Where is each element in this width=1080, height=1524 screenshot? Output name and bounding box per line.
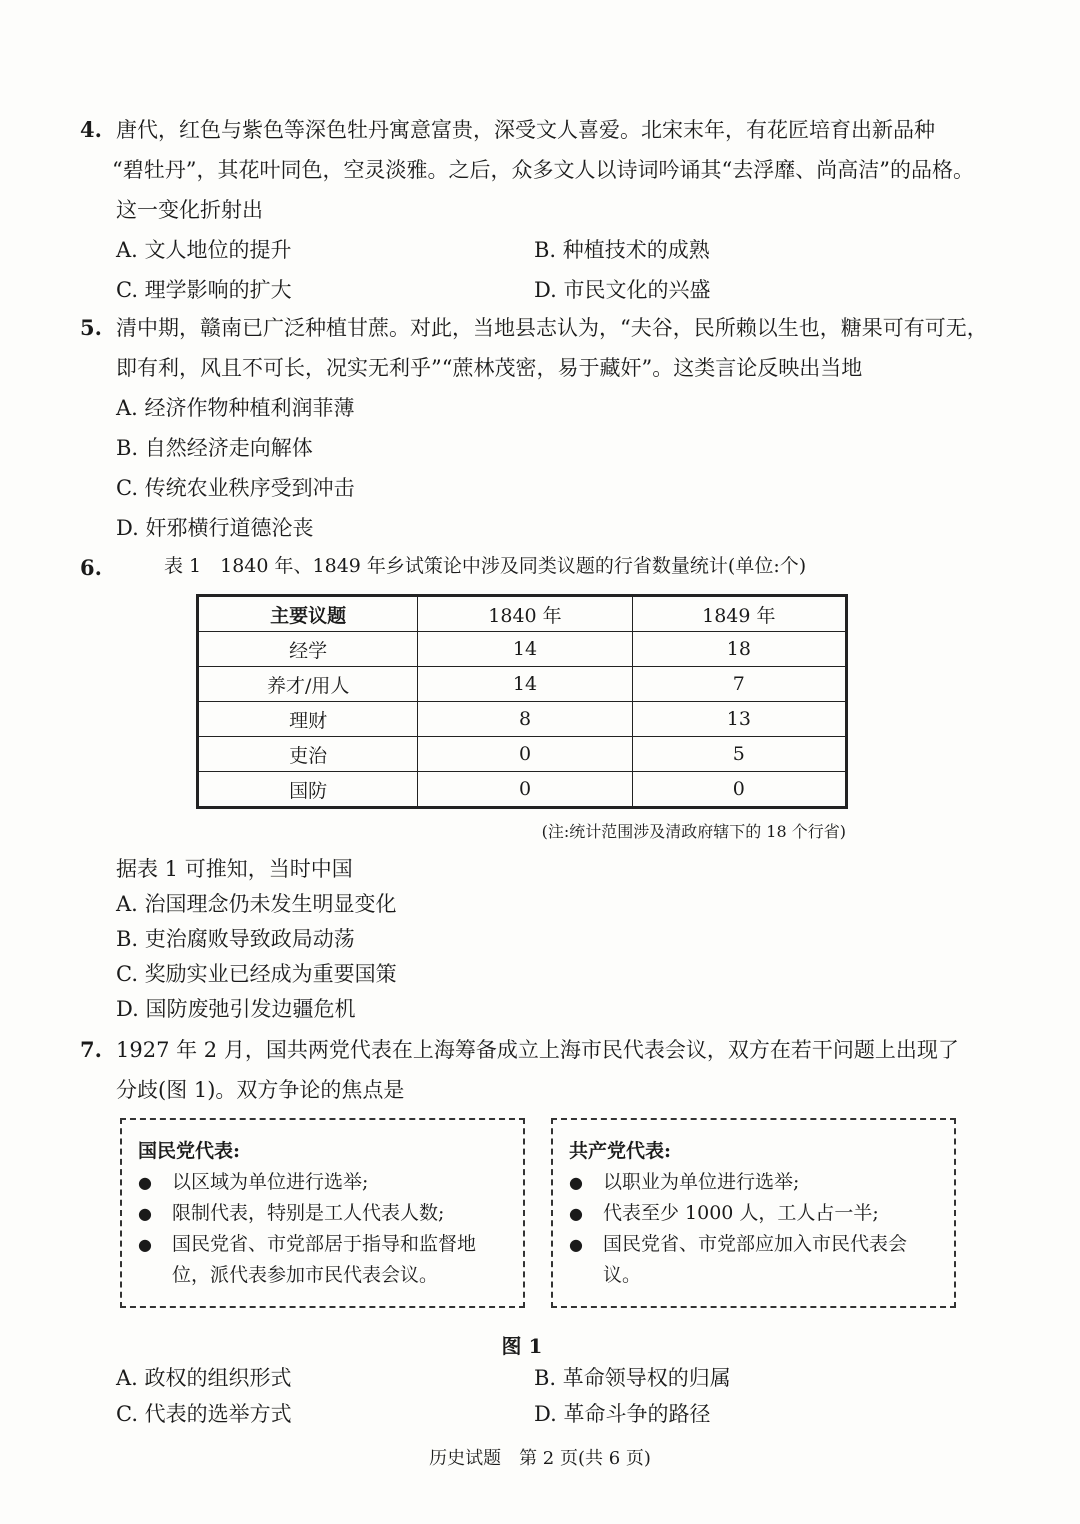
table-row xyxy=(198,632,847,667)
box-title: 共产党代表: xyxy=(569,1140,672,1162)
option-c[interactable]: C. 理学影响的扩大 xyxy=(116,278,292,302)
question-stem xyxy=(116,308,988,388)
option-d[interactable]: D. 市民文化的兴盛 xyxy=(534,278,711,302)
options xyxy=(116,1360,980,1432)
bullet-icon: ● xyxy=(138,1173,152,1192)
box-title: 国民党代表: xyxy=(138,1140,241,1162)
option-c[interactable]: C. 传统农业秩序受到冲击 xyxy=(116,476,355,500)
option-d[interactable]: D. 奸邪横行道德沦丧 xyxy=(116,516,314,540)
stem-line: 清中期，赣南已广泛种植甘蔗。对此，当地县志认为，“夫谷，民所赖以生也，糖果可有可无， xyxy=(116,316,988,340)
option-c[interactable]: C. 奖励实业已经成为重要国策 xyxy=(116,962,397,986)
options xyxy=(116,230,980,310)
option-b[interactable]: B. 吏治腐败导致政局动荡 xyxy=(116,927,355,951)
question-number: 7. xyxy=(80,1037,102,1062)
bullet-icon: ● xyxy=(569,1204,583,1223)
table-row xyxy=(198,737,847,772)
table-cell: 8 xyxy=(418,702,632,737)
option-d[interactable]: D. 革命斗争的路径 xyxy=(534,1402,711,1426)
table-cell: 14 xyxy=(418,632,632,667)
bullet-icon: ● xyxy=(138,1204,152,1223)
table-cell: 18 xyxy=(632,632,846,667)
page-footer: 历史试题 第 2 页(共 6 页) xyxy=(429,1448,651,1469)
option-a[interactable]: A. 政权的组织形式 xyxy=(116,1366,292,1390)
question-prompt: 据表 1 可推知，当时中国 xyxy=(116,857,353,881)
stem-line: 1927 年 2 月，国共两党代表在上海筹备成立上海市民代表会议，双方在若干问题上出现了 xyxy=(116,1038,959,1062)
column-header: 1840 年 xyxy=(418,596,632,632)
question-6-body xyxy=(80,852,980,1027)
bullet-item xyxy=(138,1229,509,1291)
row-label: 国防 xyxy=(198,772,418,808)
bullet-item xyxy=(138,1198,509,1229)
table-cell: 0 xyxy=(632,772,846,808)
question-stem xyxy=(116,1030,980,1110)
table-cell: 7 xyxy=(632,667,846,702)
question-5 xyxy=(80,308,988,548)
kmt-position-box xyxy=(120,1118,525,1308)
option-b[interactable]: B. 自然经济走向解体 xyxy=(116,436,313,460)
stem-line: 即有利，风且不可长，况实无利乎”“蔗林茂密，易于藏奸”。这类言论反映出当地 xyxy=(116,356,863,380)
option-b[interactable]: B. 种植技术的成熟 xyxy=(534,238,710,262)
bullet-item xyxy=(569,1229,940,1291)
table-cell: 14 xyxy=(418,667,632,702)
table-caption: 表 1 1840 年、1849 年乡试策论中涉及同类议题的行省数量统计(单位:个) xyxy=(164,555,807,577)
bullet-item xyxy=(569,1198,940,1229)
table-header-row xyxy=(198,596,847,632)
bullet-text: 国民党省、市党部居于指导和监督地位，派代表参加市民代表会议。 xyxy=(172,1233,477,1286)
question-number: 6. xyxy=(80,555,102,580)
bullet-text: 限制代表，特别是工人代表人数; xyxy=(172,1202,445,1224)
row-label: 理财 xyxy=(198,702,418,737)
options xyxy=(116,887,980,1027)
option-c[interactable]: C. 代表的选举方式 xyxy=(116,1402,292,1426)
table-cell: 13 xyxy=(632,702,846,737)
bullet-icon: ● xyxy=(569,1173,583,1192)
figure-label: 图 1 xyxy=(501,1334,543,1358)
question-number: 5. xyxy=(80,315,102,340)
stem-line: 唐代，红色与紫色等深色牡丹寓意富贵，深受文人喜爱。北宋末年，有花匠培育出新品种 xyxy=(116,118,935,142)
table-cell: 0 xyxy=(418,737,632,772)
stem-line: 分歧(图 1)。双方争论的焦点是 xyxy=(116,1078,405,1102)
question-stem xyxy=(112,110,980,230)
option-a[interactable]: A. 文人地位的提升 xyxy=(116,238,292,262)
stem-line: 这一变化折射出 xyxy=(116,198,263,222)
column-header: 1849 年 xyxy=(632,596,846,632)
question-7-options xyxy=(80,1360,980,1432)
bullet-item xyxy=(138,1167,509,1198)
question-7 xyxy=(80,1030,980,1110)
option-b[interactable]: B. 革命领导权的归属 xyxy=(534,1366,731,1390)
bullet-icon: ● xyxy=(138,1235,152,1254)
question-number: 4. xyxy=(80,117,102,142)
table-note: (注:统计范围涉及清政府辖下的 18 个行省) xyxy=(541,822,846,841)
bullet-item xyxy=(569,1167,940,1198)
option-a[interactable]: A. 治国理念仍未发生明显变化 xyxy=(116,892,397,916)
row-label: 吏治 xyxy=(198,737,418,772)
data-table xyxy=(196,594,848,809)
bullet-icon: ● xyxy=(569,1235,583,1254)
options xyxy=(116,388,980,548)
column-header: 主要议题 xyxy=(198,596,418,632)
bullet-text: 以区域为单位进行选举; xyxy=(172,1171,369,1193)
table-row xyxy=(198,667,847,702)
table-cell: 5 xyxy=(632,737,846,772)
cpc-position-box xyxy=(551,1118,956,1308)
option-a[interactable]: A. 经济作物种植利润菲薄 xyxy=(116,396,355,420)
bullet-text: 代表至少 1000 人，工人占一半; xyxy=(603,1202,879,1224)
bullet-text: 国民党省、市党部应加入市民代表会议。 xyxy=(603,1233,908,1286)
table-cell: 0 xyxy=(418,772,632,808)
table-row xyxy=(198,772,847,808)
stem-line: “碧牡丹”，其花叶同色，空灵淡雅。之后，众多文人以诗词吟诵其“去浮靡、尚高洁”的品格。 xyxy=(112,158,974,182)
option-d[interactable]: D. 国防废弛引发边疆危机 xyxy=(116,997,356,1021)
question-4 xyxy=(80,110,980,310)
row-label: 经学 xyxy=(198,632,418,667)
row-label: 养才/用人 xyxy=(198,667,418,702)
bullet-text: 以职业为单位进行选举; xyxy=(603,1171,800,1193)
table-row xyxy=(198,702,847,737)
